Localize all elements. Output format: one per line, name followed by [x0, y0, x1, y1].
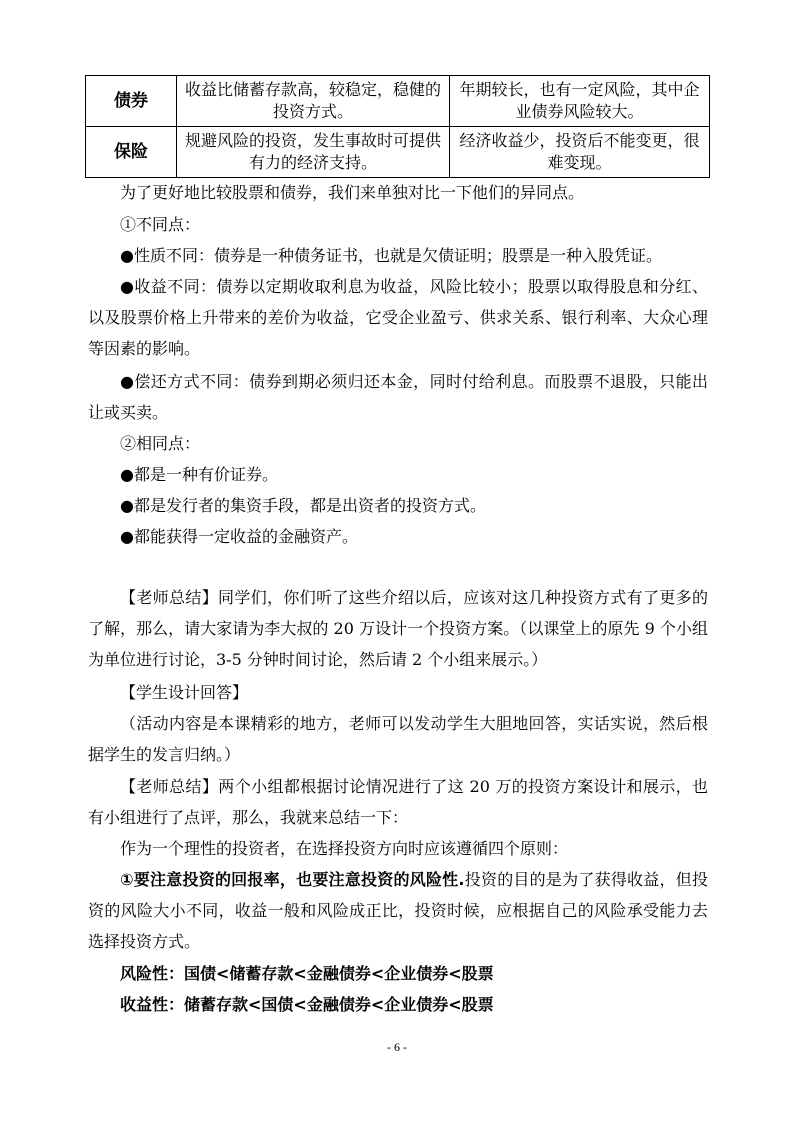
- investment-comparison-table: [85, 75, 710, 178]
- investment-disadvantage: 经济收益少，投资后不能变更，很难变现。: [450, 127, 710, 178]
- investment-name: 债券: [86, 76, 177, 127]
- intro-paragraph: 为了更好地比较股票和债券，我们来单独对比一下他们的异同点。: [120, 183, 585, 202]
- difference-item: ●性质不同：债券是一种债务证书，也就是欠债证明；股票是一种入股凭证。: [120, 246, 662, 265]
- page-number: - 6 -: [387, 1040, 407, 1054]
- similarity-item: ●都是一种有价证券。: [120, 465, 278, 484]
- table-row: [86, 76, 710, 127]
- similarity-item: ●都是发行者的集资手段，都是出资者的投资方式。: [120, 496, 486, 515]
- activity-note: （活动内容是本课精彩的地方，老师可以发动学生大胆地回答，实话实说，然后根据学生的发言归纳。）: [88, 714, 708, 764]
- difference-item: ●偿还方式不同：债券到期必须归还本金，同时付给利息。而股票不退股，只能出让或买卖。: [88, 372, 708, 422]
- investment-advantage: 收益比储蓄存款高，较稳定，稳健的投资方式。: [177, 76, 450, 127]
- principle-point-emphasis: ①要注意投资的回报率，也要注意投资的风险性.: [120, 870, 465, 889]
- difference-heading: ①不同点：: [120, 215, 201, 234]
- principle-point: [88, 864, 708, 957]
- similarity-item: ●都能获得一定收益的金融资产。: [120, 527, 358, 546]
- investment-advantage: 规避风险的投资，发生事故时可提供有力的经济支持。: [177, 127, 450, 178]
- principle-point-text: 投资的目的是为了获得收益，但投资的风险大小不同，收益一般和风险成正比，投资时候，应根据自己的风险承受能力去选择投资方式。: [88, 870, 708, 951]
- difference-item: ●收益不同：债券以定期收取利息为收益，风险比较小；股票以取得股息和分红、以及股票价格上升带来的差价为收益，它受企业盈亏、供求关系、银行利率、大众心理等因素的影响。: [88, 277, 708, 358]
- principle-intro: 作为一个理性的投资者，在选择投资方向时应该遵循四个原则：: [120, 839, 569, 858]
- teacher-summary-paragraph: 【老师总结】两个小组都根据讨论情况进行了这 20 万的投资方案设计和展示，也有小组进行了点评，那么，我就来总结一下：: [88, 777, 708, 827]
- table-row: [86, 127, 710, 178]
- student-answer-heading: 【学生设计回答】: [120, 683, 249, 702]
- investment-disadvantage: 年期较长，也有一定风险，其中企业债券风险较大。: [450, 76, 710, 127]
- teacher-summary-paragraph: 【老师总结】同学们，你们听了这些介绍以后，应该对这几种投资方式有了更多的了解，那么，请大家请为李大叔的 20 万设计一个投资方案。（以课堂上的原先 9 个小组为单位进行讨论，3-5 分钟时间讨论，然后请 2 个小组来展示。）: [88, 588, 708, 669]
- return-ranking: 收益性：储蓄存款<国债<金融债券<企业债券<股票: [120, 995, 494, 1014]
- risk-ranking: 风险性：国债<储蓄存款<金融债券<企业债券<股票: [120, 964, 494, 983]
- similarity-heading: ②相同点：: [120, 434, 201, 453]
- investment-name: 保险: [86, 127, 177, 178]
